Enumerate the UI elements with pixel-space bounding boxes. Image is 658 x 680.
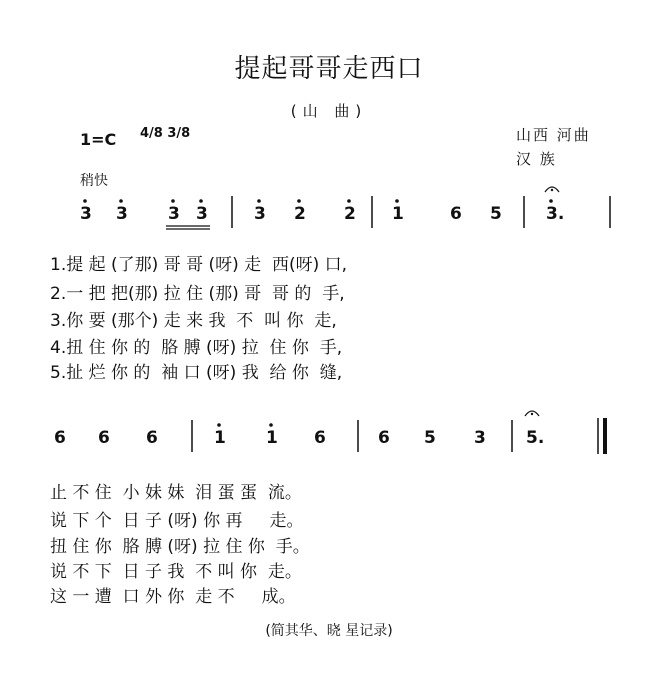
lyric-verse-1: 1.提 起 (了那) 哥 哥 (呀) 走 西(呀) 口,: [50, 255, 348, 275]
key-signature: 1=C: [80, 130, 117, 149]
lyric-verse-5: 5.扯 烂 你 的 袖 口 (呀) 我 给 你 缝,: [50, 363, 343, 383]
octave-dot: [217, 423, 221, 427]
transcription-credit: (简其华、晓 星记录): [265, 623, 393, 639]
note-2-9: 3: [474, 428, 486, 448]
source-ethnicity: 汉 族: [516, 150, 557, 168]
note-2-6: 6: [314, 428, 326, 448]
note-1-8: 1: [392, 204, 404, 224]
note-1-11: 3.: [546, 204, 565, 224]
note-2-10: 5.: [526, 428, 545, 448]
note-1-6: 2: [294, 204, 306, 224]
note-2-2: 6: [98, 428, 110, 448]
octave-dot: [83, 199, 87, 203]
octave-dot: [549, 199, 553, 203]
note-1-9: 6: [450, 204, 462, 224]
note-1-4: 3: [196, 204, 208, 224]
lyric-verse-4: 4.扭 住 你 的 胳 膊 (呀) 拉 住 你 手,: [50, 338, 343, 358]
fermata-dot: [551, 189, 553, 191]
octave-dot: [257, 199, 261, 203]
octave-dot: [119, 199, 123, 203]
note-1-3: 3: [168, 204, 180, 224]
octave-dot: [297, 199, 301, 203]
lyric-verse-2-line2: 说 下 个 日 子 (呀) 你 再 走。: [50, 511, 304, 531]
note-1-1: 3: [80, 204, 92, 224]
octave-dot: [395, 199, 399, 203]
song-genre: (山 曲): [290, 102, 368, 120]
octave-dot: [269, 423, 273, 427]
lyric-verse-1-line2: 止 不 住 小 妹 妹 泪 蛋 蛋 流。: [50, 483, 302, 503]
note-2-4: 1: [214, 428, 226, 448]
song-title: 提起哥哥走西口: [234, 54, 424, 84]
source-region: 山西 河曲: [516, 126, 591, 144]
tempo-marking: 稍快: [80, 173, 108, 189]
time-signature-text: 4/8 3/8: [140, 126, 191, 141]
lyric-verse-3-line2: 扭 住 你 胳 膊 (呀) 拉 住 你 手。: [50, 537, 310, 557]
note-2-7: 6: [378, 428, 390, 448]
lyric-verse-5-line2: 这 一 遭 口 外 你 走 不 成。: [50, 587, 296, 607]
note-1-7: 2: [344, 204, 356, 224]
octave-dot: [347, 199, 351, 203]
note-1-10: 5: [490, 204, 502, 224]
fermata-dot: [531, 413, 533, 415]
note-2-8: 5: [424, 428, 436, 448]
note-2-1: 6: [54, 428, 66, 448]
lyric-verse-4-line2: 说 不 下 日 子 我 不 叫 你 走。: [50, 562, 302, 582]
octave-dot: [199, 199, 203, 203]
note-2-3: 6: [146, 428, 158, 448]
octave-dot: [171, 199, 175, 203]
note-2-5: 1: [266, 428, 278, 448]
lyric-verse-2: 2.一 把 把(那) 拉 住 (那) 哥 哥 的 手,: [50, 284, 345, 304]
lyric-verse-3: 3.你 要 (那个) 走 来 我 不 叫 你 走,: [50, 311, 337, 331]
note-1-2: 3: [116, 204, 128, 224]
note-1-5: 3: [254, 204, 266, 224]
